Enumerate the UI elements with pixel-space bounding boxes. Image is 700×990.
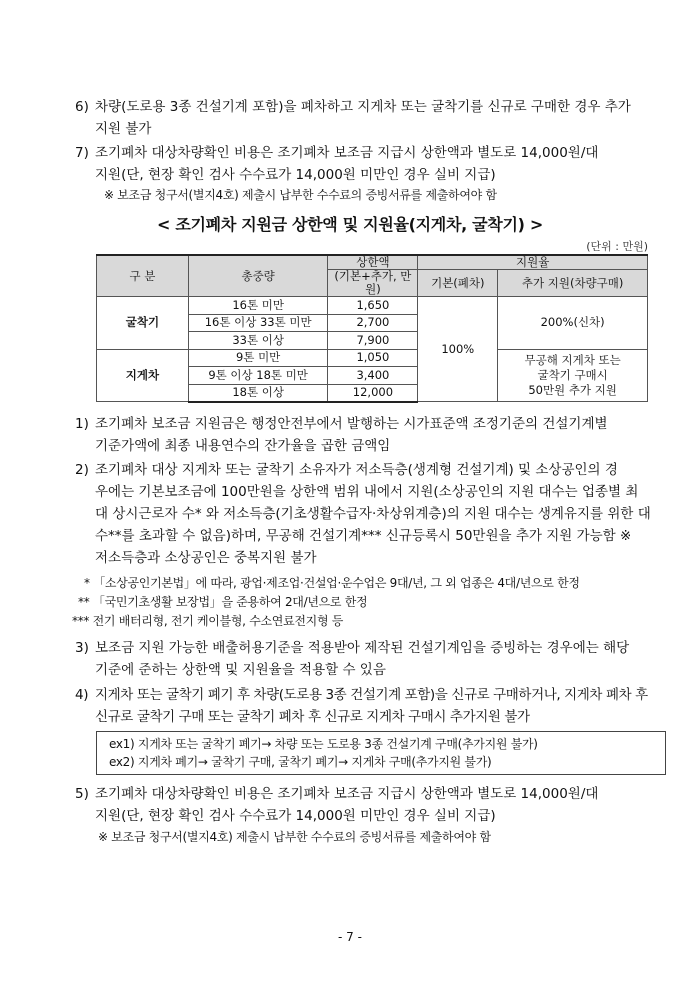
group-forklift: 지게차 bbox=[97, 349, 189, 402]
note-item-2 bbox=[75, 459, 655, 569]
item-text-line: 조기폐차 대상 지게차 또는 굴착기 소유자가 저소득층(생계형 건설기계) 및 소상공인의 경 bbox=[95, 462, 618, 478]
item-text-line: 지원 불가 bbox=[95, 121, 152, 137]
extra-rate-line: 굴착기 구매시 bbox=[537, 367, 608, 382]
table-row bbox=[97, 297, 648, 315]
extra-rate-line: 무공해 지게차 또는 bbox=[524, 352, 621, 367]
weight-cell: 33톤 이상 bbox=[188, 332, 328, 350]
item-text-line: 대 상시근로자 수* 와 저소득층(기초생활수급자·차상위계층)의 지원 대수는 생계유지를 위한 대 bbox=[95, 506, 651, 522]
weight-cell: 18톤 이상 bbox=[188, 384, 328, 402]
extra-rate-line: 50만원 추가 지원 bbox=[528, 382, 617, 397]
item-text-line: 신규로 굴착기 구매 또는 굴착기 폐차 후 신규로 지게차 구매시 추가지원 불가 bbox=[95, 709, 530, 725]
item-text-line: 우에는 기본보조금에 100만원을 상한액 범위 내에서 지원(소상공인의 지원 대수는 업종별 최 bbox=[95, 484, 639, 500]
example-line: ex1) 지게차 또는 굴착기 폐기→ 차량 또는 도로용 3종 건설기계 구매(추가지원 불가) bbox=[109, 737, 538, 751]
item-number: 7) bbox=[75, 145, 89, 161]
subsidy-table bbox=[96, 254, 648, 403]
item-text-line: 조기폐차 대상차량확인 비용은 조기폐차 보조금 지급시 상한액과 별도로 14,000원/대 bbox=[95, 786, 599, 802]
header-category: 구 분 bbox=[97, 255, 189, 297]
note-item-3 bbox=[75, 637, 655, 681]
extra-rate-new-car: 200%(신차) bbox=[498, 297, 648, 350]
item-number: 2) bbox=[75, 462, 89, 478]
header-rate-extra: 추가 지원(차량구매) bbox=[498, 270, 648, 297]
note-item-1 bbox=[75, 413, 655, 457]
page-number: - 7 - bbox=[338, 930, 362, 944]
extra-rate-zero-emission bbox=[498, 349, 648, 402]
item-number: 4) bbox=[75, 687, 89, 703]
header-cap: 상한액 bbox=[328, 255, 418, 270]
item-text-line: 기준가액에 최종 내용연수의 잔가율을 곱한 금액임 bbox=[95, 438, 391, 454]
item-text-line: 지게차 또는 굴착기 폐기 후 차량(도로용 3종 건설기계 포함)을 신규로 구매하거나, 지게차 폐차 후 bbox=[95, 687, 648, 703]
cap-cell: 2,700 bbox=[328, 314, 418, 332]
item-number: 6) bbox=[75, 99, 89, 115]
header-cap-sub: (기본+추가, 만원) bbox=[328, 270, 418, 297]
receipt-note: ※ 보조금 청구서(별지4호) 제출시 납부한 수수료의 증빙서류를 제출하여야 함 bbox=[104, 188, 497, 202]
note-item-4 bbox=[75, 684, 655, 728]
cap-cell: 7,900 bbox=[328, 332, 418, 350]
cap-cell: 3,400 bbox=[328, 367, 418, 385]
item-number: 5) bbox=[75, 786, 89, 802]
weight-cell: 16톤 이상 33톤 미만 bbox=[188, 314, 328, 332]
item-number: 3) bbox=[75, 640, 89, 656]
cap-cell: 1,050 bbox=[328, 349, 418, 367]
table-unit: (단위 : 만원) bbox=[586, 240, 648, 253]
group-excavator: 굴착기 bbox=[97, 297, 189, 350]
footnote: * 「소상공인기본법」에 따라, 광업·제조업·건설업·운수업은 9대/년, 그 외 업종은 4대/년으로 한정 bbox=[84, 576, 580, 590]
item-number: 1) bbox=[75, 416, 89, 432]
item-6 bbox=[75, 96, 655, 140]
item-text-line: 저소득층과 소상공인은 중복지원 불가 bbox=[95, 550, 317, 566]
table-row bbox=[97, 349, 648, 367]
weight-cell: 9톤 이상 18톤 미만 bbox=[188, 367, 328, 385]
item-text-line: 지원(단, 현장 확인 검사 수수료가 14,000원 미만인 경우 실비 지급) bbox=[95, 808, 496, 824]
item-text-line: 조기폐차 보조금 지원금은 행정안전부에서 발행하는 시가표준액 조정기준의 건설기계별 bbox=[95, 416, 608, 432]
footnote: ** 「국민기초생활 보장법」을 준용하여 2대/년으로 한정 bbox=[78, 595, 368, 609]
item-text-line: 조기폐차 대상차량확인 비용은 조기폐차 보조금 지급시 상한액과 별도로 14,000원/대 bbox=[95, 145, 599, 161]
note-item-5 bbox=[75, 783, 655, 827]
basic-rate-cell: 100% bbox=[418, 297, 498, 402]
weight-cell: 16톤 미만 bbox=[188, 297, 328, 315]
item-text-line: 보조금 지원 가능한 배출허용기준을 적용받아 제작된 건설기계임을 증빙하는 경우에는 해당 bbox=[95, 640, 630, 656]
table-title: < 조기폐차 지원금 상한액 및 지원율(지게차, 굴착기) > bbox=[156, 215, 544, 234]
weight-cell: 9톤 미만 bbox=[188, 349, 328, 367]
header-rate-basic: 기본(폐차) bbox=[418, 270, 498, 297]
item-7 bbox=[75, 142, 655, 186]
example-box bbox=[96, 731, 666, 775]
item-text-line: 기준에 준하는 상한액 및 지원율을 적용할 수 있음 bbox=[95, 662, 386, 678]
footnote: *** 전기 배터리형, 전기 케이블형, 수소연료전지형 등 bbox=[72, 614, 344, 628]
cap-cell: 1,650 bbox=[328, 297, 418, 315]
receipt-note-bottom: ※ 보조금 청구서(별지4호) 제출시 납부한 수수료의 증빙서류를 제출하여야 함 bbox=[98, 830, 491, 844]
item-text-line: 차량(도로용 3종 건설기계 포함)을 폐차하고 지게차 또는 굴착기를 신규로 구매한 경우 추가 bbox=[95, 99, 631, 115]
item-text-line: 지원(단, 현장 확인 검사 수수료가 14,000원 미만인 경우 실비 지급) bbox=[95, 167, 496, 183]
header-weight: 총중량 bbox=[188, 255, 328, 297]
example-line: ex2) 지게차 폐기→ 굴착기 구매, 굴착기 폐기→ 지게차 구매(추가지원 불가) bbox=[109, 755, 492, 769]
item-text-line: 수**를 초과할 수 없음)하며, 무공해 건설기계*** 신규등록시 50만원을 추가 지원 가능함 ※ bbox=[95, 528, 632, 544]
header-rate: 지원율 bbox=[418, 255, 648, 270]
cap-cell: 12,000 bbox=[328, 384, 418, 402]
